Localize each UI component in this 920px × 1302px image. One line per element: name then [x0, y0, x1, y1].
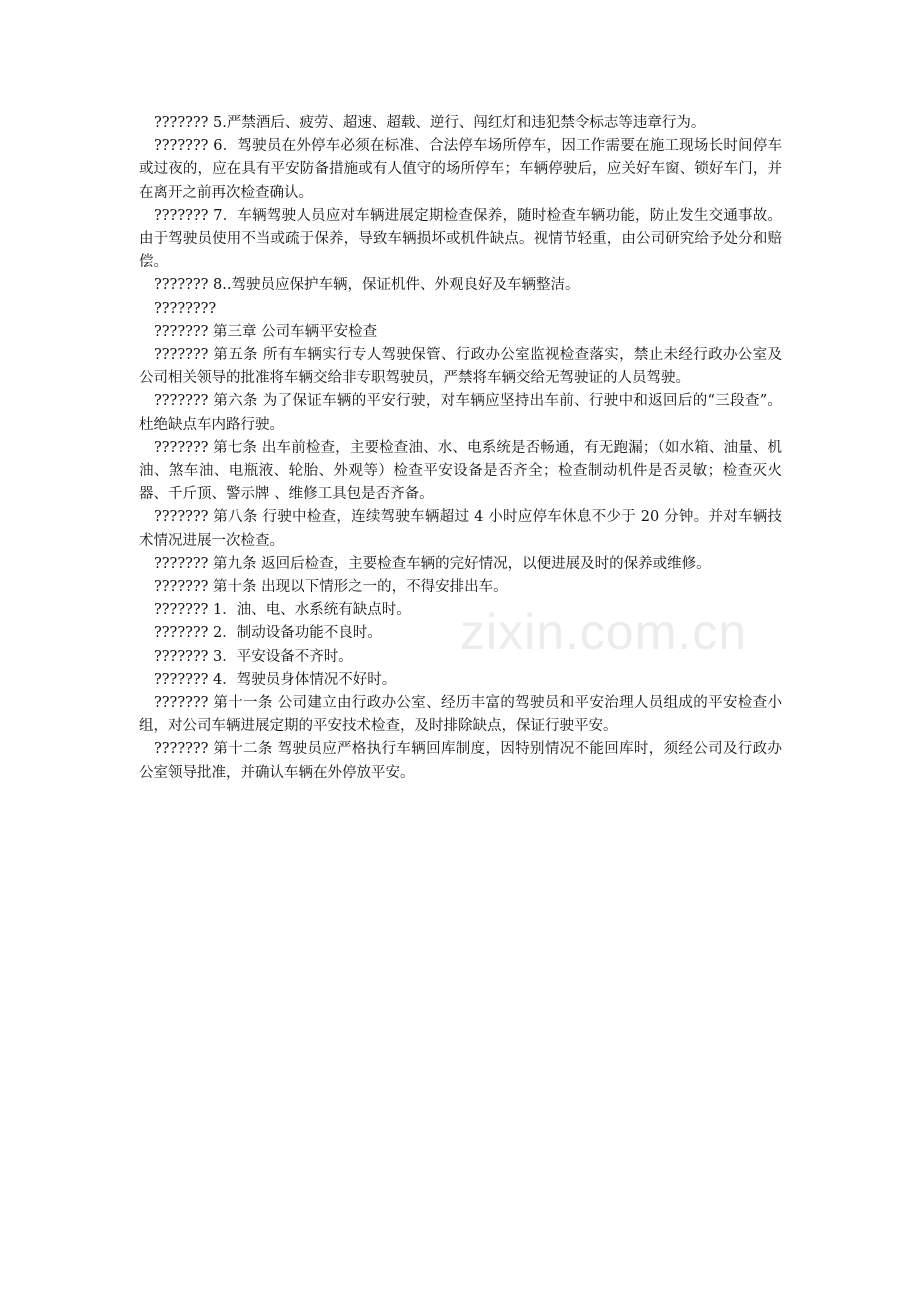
article-7: ??????? 第七条 出车前检查，主要检查油、水、电系统是否畅通，有无跑漏；（如水箱、油量、机油、煞车油、电瓶液、轮胎、外观等）检查平安设备是否齐全；检查制动机件是否灵敏；检查灭火器、千斤顶、警示牌 、维修工具包是否齐备。 — [139, 439, 782, 503]
paragraph-item-7: ??????? 7．车辆驾驶人员应对车辆进展定期检查保养，随时检查车辆功能，防止发生交通事故。由于驾驶员使用不当或疏于保养，导致车辆损坏或机件缺点。视情节轻重，由公司研究给予处分和赔偿。 — [139, 207, 782, 271]
paragraph-item-6: ??????? 6．驾驶员在外停车必须在标准、合法停车场所停车，因工作需要在施工现场长时间停车或过夜的，应在具有平安防备措施或有人值守的场所停车；车辆停驶后，应关好车窗、锁好车门，并在离开之前再次检查确认。 — [139, 138, 782, 201]
article-10: ??????? 第十条 出现以下情形之一的，不得安排出车。 — [154, 579, 508, 596]
document-body — [139, 112, 782, 785]
article-10-item-1: ??????? 1．油、电、水系统有缺点时。 — [154, 602, 411, 619]
watermark-text: zixin.com.cn — [460, 604, 748, 660]
paragraph-item-5: ??????? 5.严禁酒后、疲劳、超速、超载、逆行、闯红灯和违犯禁令标志等违章行为。 — [154, 115, 706, 131]
paragraph-item-8: ??????? 8..驾驶员应保护车辆，保证机件、外观良好及车辆整洁。 — [154, 277, 580, 294]
article-9: ??????? 第九条 返回后检查，主要检查车辆的完好情况，以便进展及时的保养或维修。 — [154, 555, 711, 572]
article-11: ??????? 第十一条 公司建立由行政办公室、经历丰富的驾驶员和平安治理人员组成的平安检查小组，对公司车辆进展定期的平安技术检查，及时排除缺点，保证行驶平安。 — [139, 695, 782, 735]
paragraph-placeholder: ???????? — [154, 300, 217, 317]
chapter-heading: ??????? 第三章 公司车辆平安检查 — [154, 323, 378, 340]
article-10-item-2: ??????? 2．制动设备功能不良时。 — [154, 625, 382, 642]
article-5: ??????? 第五条 所有车辆实行专人驾驶保管、行政办公室监视检查落实，禁止未经行政办公室及公司相关领导的批准将车辆交给非专职驾驶员，严禁将车辆交给无驾驶证的人员驾驶。 — [139, 347, 782, 387]
article-10-item-3: ??????? 3．平安设备不齐时。 — [154, 648, 353, 665]
article-12: ??????? 第十二条 驾驶员应严格执行车辆回库制度，因特别情况不能回库时，须经公司及行政办公室领导批准，并确认车辆在外停放平安。 — [139, 741, 782, 781]
article-6: ??????? 第六条 为了保证车辆的平安行驶，对车辆应坚持出车前、行驶中和返回后的“三段查”。杜绝缺点车内路行驶。 — [139, 393, 782, 433]
article-8: ??????? 第八条 行驶中检查，连续驾驶车辆超过 4 小时应停车休息不少于 20 分钟。并对车辆技术情况进展一次检查。 — [139, 509, 782, 549]
article-10-item-4: ??????? 4．驾驶员身体情况不好时。 — [154, 671, 397, 688]
